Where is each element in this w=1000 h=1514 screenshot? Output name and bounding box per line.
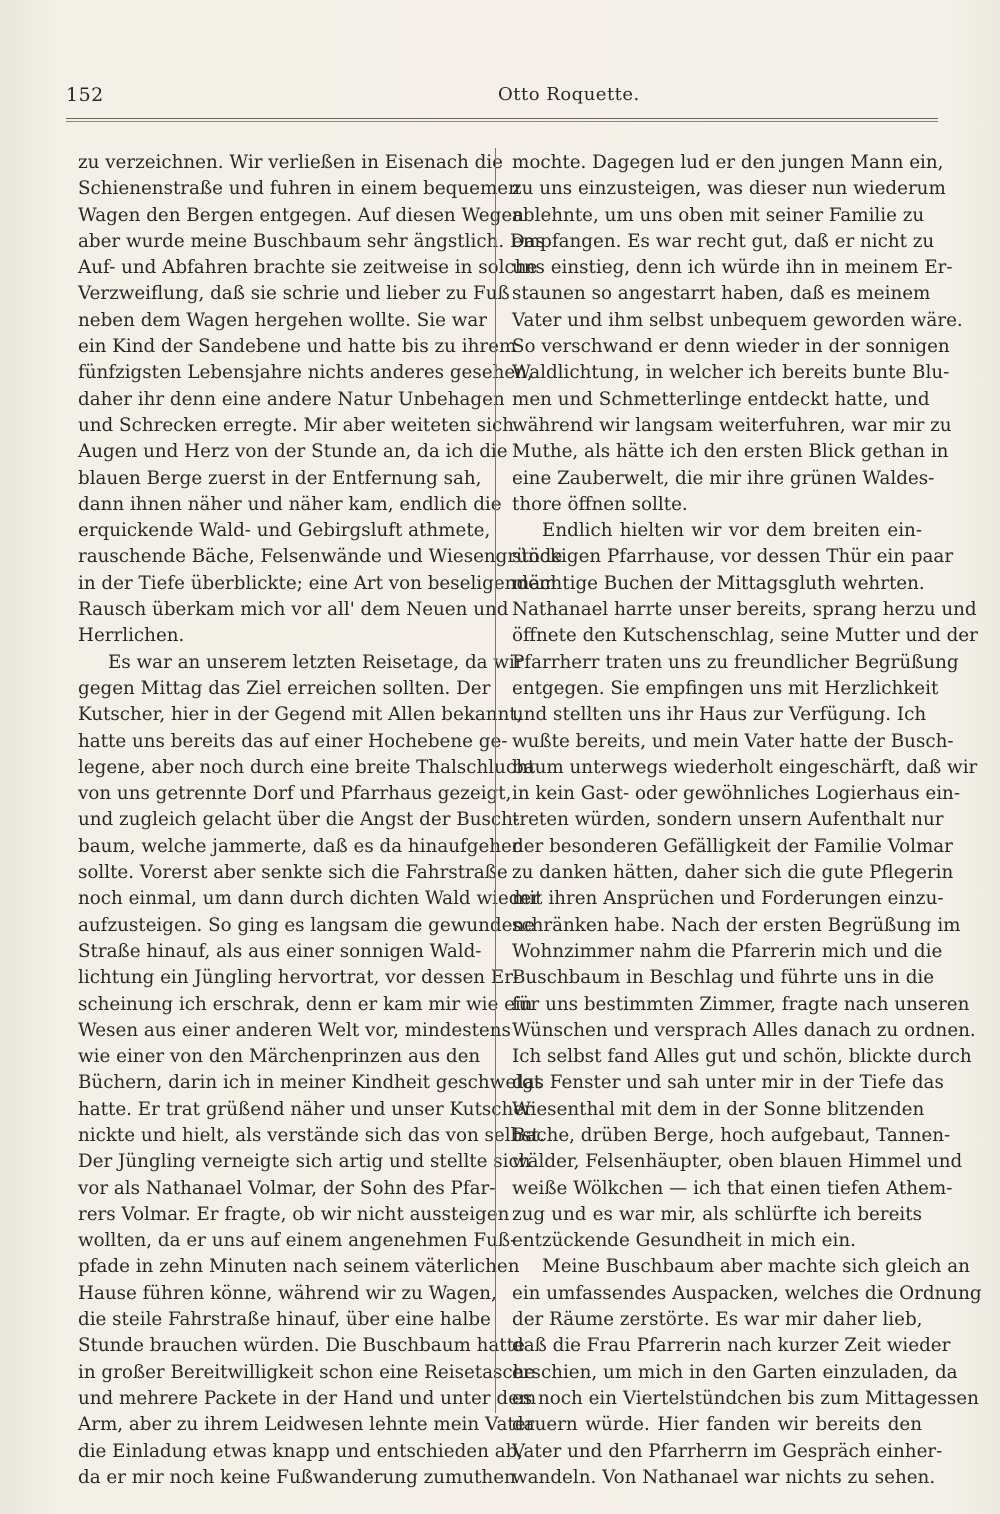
text-line: erquickende Wald- und Gebirgsluft athmete, xyxy=(78,520,491,542)
text-line: und zugleich gelacht über die Angst der Busch- xyxy=(78,809,520,831)
text-line: dauern würde. Hier fanden wir bereits den xyxy=(512,1414,922,1436)
text-line: das Fenster und sah unter mir in der Tiefe das xyxy=(512,1072,944,1094)
text-line: uns einstieg, denn ich würde ihn in meinem Er- xyxy=(512,257,953,279)
column-divider xyxy=(495,148,496,1413)
text-line: Augen und Herz von der Stunde an, da ich die xyxy=(78,441,508,463)
text-line: gegen Mittag das Ziel erreichen sollten. Der xyxy=(78,677,491,699)
text-line: Kutscher, hier in der Gegend mit Allen bekannt, xyxy=(78,704,523,726)
text-line: Waldlichtung, in welcher ich bereits bunte Blu- xyxy=(512,362,950,384)
text-line: und Schrecken erregte. Mir aber weiteten sich xyxy=(78,414,515,436)
text-line: zu verzeichnen. Wir verließen in Eisenach die xyxy=(78,152,503,173)
text-line: die Einladung etwas knapp und entschieden ab, xyxy=(78,1440,524,1462)
text-line: legene, aber noch durch eine breite Thalschlucht xyxy=(78,756,536,778)
text-line: zu danken hätten, daher sich die gute Pflegerin xyxy=(512,862,954,884)
text-line: Wünschen und versprach Alles danach zu ordnen. xyxy=(512,1019,976,1041)
text-line: ein Kind der Sandebene und hatte bis zu ihrem xyxy=(78,336,517,358)
text-line: Vater und ihm selbst unbequem geworden wäre. xyxy=(512,309,963,331)
text-line: neben dem Wagen hergehen wollte. Sie war xyxy=(78,309,488,331)
text-line: mochte. Dagegen lud er den jungen Mann ein, xyxy=(512,152,944,173)
text-line: pfade in zehn Minuten nach seinem väterlichen xyxy=(78,1256,520,1278)
text-line: ablehnte, um uns oben mit seiner Familie zu xyxy=(512,204,925,226)
text-line: hatte. Er trat grüßend näher und unser Kutscher xyxy=(78,1098,533,1120)
text-line: Stunde brauchen würden. Die Buschbaum hatte xyxy=(78,1335,525,1357)
text-line: Wohnzimmer nahm die Pfarrerin mich und die xyxy=(512,940,943,962)
text-line: Rausch überkam mich vor all' dem Neuen und xyxy=(78,599,509,621)
text-line: aufzusteigen. So ging es langsam die gewundene xyxy=(78,914,536,936)
text-line: zu uns einzusteigen, was dieser nun wiederum xyxy=(512,178,946,200)
left-text-column xyxy=(78,150,563,1491)
text-line: Auf- und Abfahren brachte sie zeitweise in solche xyxy=(78,257,538,279)
text-line: thore öffnen sollte. xyxy=(512,493,688,515)
text-line: Endlich hielten wir vor dem breiten ein- xyxy=(542,520,922,542)
right-text-column xyxy=(512,150,982,1491)
text-line: entzückende Gesundheit in mich ein. xyxy=(512,1230,856,1252)
text-line: Der Jüngling verneigte sich artig und stellte sich xyxy=(78,1151,531,1173)
text-line: und stellten uns ihr Haus zur Verfügung. Ich xyxy=(512,704,927,726)
text-line: Ich selbst fand Alles gut und schön, blickte durch xyxy=(512,1046,972,1068)
text-line: sollte. Vorerst aber senkte sich die Fahrstraße xyxy=(78,862,508,884)
text-line: blauen Berge zuerst in der Entfernung sah, xyxy=(78,467,482,489)
text-line: eine Zauberwelt, die mir ihre grünen Waldes- xyxy=(512,467,935,489)
text-line: mächtige Buchen der Mittagsgluth wehrten. xyxy=(512,572,925,594)
text-line: vor als Nathanael Volmar, der Sohn des Pfar- xyxy=(78,1177,496,1199)
text-line: Vater und den Pfarrherrn im Gespräch einher- xyxy=(512,1440,943,1462)
text-line: in kein Gast- oder gewöhnliches Logierhaus ein- xyxy=(512,783,961,805)
text-line: Nathanael harrte unser bereits, sprang herzu und xyxy=(512,599,977,621)
text-line: Herrlichen. xyxy=(78,625,185,647)
text-line: Wagen den Bergen entgegen. Auf diesen Wegen xyxy=(78,204,524,226)
text-line: es noch ein Viertelstündchen bis zum Mittagessen xyxy=(512,1387,979,1409)
text-line: Hause führen könne, während wir zu Wagen, xyxy=(78,1282,497,1304)
text-line: zug und es war mir, als schlürfte ich bereits xyxy=(512,1203,922,1225)
text-line: der besonderen Gefälligkeit der Familie Volmar xyxy=(512,835,953,857)
text-line: Meine Buschbaum aber machte sich gleich an xyxy=(542,1256,970,1278)
text-line: wußte bereits, und mein Vater hatte der Busch- xyxy=(512,730,954,752)
text-line: öffnete den Kutschenschlag, seine Mutter und der xyxy=(512,625,978,647)
text-line: für uns bestimmten Zimmer, fragte nach unseren xyxy=(512,993,970,1015)
text-line: wollten, da er uns auf einem angenehmen Fuß- xyxy=(78,1230,517,1252)
text-line: daß die Frau Pfarrerin nach kurzer Zeit wieder xyxy=(512,1335,951,1357)
text-line: Bache, drüben Berge, hoch aufgebaut, Tannen- xyxy=(512,1124,951,1146)
running-head: Otto Roquette. xyxy=(498,84,640,105)
text-line: staunen so angestarrt haben, daß es meinem xyxy=(512,283,931,305)
text-line: empfangen. Es war recht gut, daß er nicht zu xyxy=(512,230,935,252)
text-line: wie einer von den Märchenprinzen aus den xyxy=(78,1046,481,1068)
text-line: hatte uns bereits das auf einer Hochebene ge- xyxy=(78,730,508,752)
text-line: die steile Fahrstraße hinauf, über eine halbe xyxy=(78,1309,491,1331)
text-line: wandeln. Von Nathanael war nichts zu sehen. xyxy=(512,1466,936,1488)
header-rule-secondary xyxy=(66,121,938,122)
text-line: daher ihr denn eine andere Natur Unbehagen xyxy=(78,388,505,410)
text-line: treten würden, sondern unsern Aufenthalt nur xyxy=(512,809,944,831)
text-line: Büchern, darin ich in meiner Kindheit geschwelgt xyxy=(78,1072,542,1094)
text-line: der Räume zerstörte. Es war mir daher lieb, xyxy=(512,1309,923,1331)
text-line: men und Schmetterlinge entdeckt hatte, und xyxy=(512,388,930,410)
text-line: Arm, aber zu ihrem Leidwesen lehnte mein Vater xyxy=(78,1414,535,1436)
text-line: während wir langsam weiterfuhren, war mir zu xyxy=(512,414,952,436)
text-line: Muthe, als hätte ich den ersten Blick gethan in xyxy=(512,441,949,463)
text-line: von uns getrennte Dorf und Pfarrhaus gezeigt, xyxy=(78,783,512,805)
header-rule xyxy=(66,118,938,119)
text-line: baum, welche jammerte, daß es da hinaufgehen xyxy=(78,835,524,857)
text-line: entgegen. Sie empfingen uns mit Herzlichkeit xyxy=(512,677,939,699)
page-number: 152 xyxy=(66,84,104,106)
text-line: schränken habe. Nach der ersten Begrüßung im xyxy=(512,914,961,936)
text-line: lichtung ein Jüngling hervortrat, vor dessen Er- xyxy=(78,967,520,989)
text-line: Es war an unserem letzten Reisetage, da wir xyxy=(108,651,524,673)
text-line: Wiesenthal mit dem in der Sonne blitzenden xyxy=(512,1098,925,1120)
text-line: rauschende Bäche, Felsenwände und Wiesengründe xyxy=(78,546,563,568)
text-line: wälder, Felsenhäupter, oben blauen Himmel und xyxy=(512,1151,963,1173)
text-line: da er mir noch keine Fußwanderung zumuthen xyxy=(78,1466,516,1488)
text-line: Verzweiflung, daß sie schrie und lieber zu Fuß xyxy=(78,283,510,305)
text-line: nickte und hielt, als verstände sich das von selbst. xyxy=(78,1124,545,1146)
text-line: dann ihnen näher und näher kam, endlich die xyxy=(78,493,502,515)
text-line: ein umfassendes Auspacken, welches die Ordnung xyxy=(512,1282,982,1304)
text-line: und mehrere Packete in der Hand und unter dem xyxy=(78,1387,537,1409)
text-line: stöckigen Pfarrhause, vor dessen Thür ein paar xyxy=(512,546,954,568)
text-line: in großer Bereitwilligkeit schon eine Reisetasche xyxy=(78,1361,536,1383)
page-header xyxy=(66,84,936,114)
text-line: mit ihren Ansprüchen und Forderungen einzu- xyxy=(512,888,944,910)
text-line: rers Volmar. Er fragte, ob wir nicht aussteigen xyxy=(78,1203,510,1225)
text-line: Buschbaum in Beschlag und führte uns in die xyxy=(512,967,935,989)
text-line: baum unterwegs wiederholt eingeschärft, daß wir xyxy=(512,756,978,778)
text-line: erschien, um mich in den Garten einzuladen, da xyxy=(512,1361,958,1383)
text-line: noch einmal, um dann durch dichten Wald wieder xyxy=(78,888,541,910)
text-line: scheinung ich erschrak, denn er kam mir wie ein xyxy=(78,993,533,1015)
text-line: Pfarrherr traten uns zu freundlicher Begrüßung xyxy=(512,651,959,673)
text-line: Schienenstraße und fuhren in einem bequemen xyxy=(78,178,520,200)
text-line: fünfzigsten Lebensjahre nichts anderes gesehen, xyxy=(78,362,533,384)
text-line: aber wurde meine Buschbaum sehr ängstlich. Das xyxy=(78,230,545,252)
text-line: weiße Wölkchen — ich that einen tiefen Athem- xyxy=(512,1177,953,1199)
text-line: Wesen aus einer anderen Welt vor, mindestens xyxy=(78,1019,511,1041)
text-line: in der Tiefe überblickte; eine Art von beseligendem xyxy=(78,572,557,594)
text-line: So verschwand er denn wieder in der sonnigen xyxy=(512,336,950,358)
text-line: Straße hinauf, als aus einer sonnigen Wald- xyxy=(78,940,482,962)
